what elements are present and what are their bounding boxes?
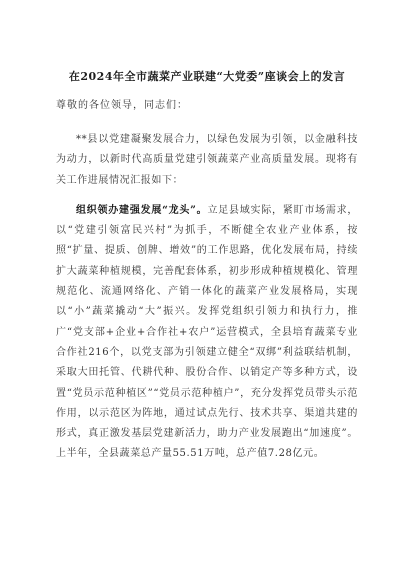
- document-title: 在2024年全市蔬菜产业联建“大党委”座谈会上的发言: [68, 70, 346, 83]
- salutation: 尊敬的各位领导，同志们：: [56, 100, 188, 111]
- section-1-paragraph: [56, 201, 358, 465]
- section-1-heading: 组织领办建强发展“龙头”。: [76, 204, 208, 216]
- intro-paragraph: **县以党建凝聚发展合力，以绿色发展为引领，以金融科技为动力，以新时代高质量党建引领蔬菜产业高质量发展。现将有关工作进展情况汇报如下：: [56, 134, 358, 186]
- section-1-body: 立足县域实际，紧盯市场需求，以“党建引领富民兴村”为抓手，不断健全农业产业体系，按照“扩量、提质、创牌、增效”的工作思路，优化发展布局，持续扩大蔬菜种植规模，完善配套体系，初步形成种植规模化、管理规范化、流通网络化、产销一体化的蔬菜产业发展格局，实现以“小”蔬菜撬动“大”振兴。发挥党组织引领力和执行力，推广“党支部+企业+合作社+农户”运营模式，全县培育蔬菜专业合作社216个，以党支部为引领建立健全“双绑”利益联结机制，采取大田托管、代耕代种、股份合作、以销定产等多种方式，设置“党员示范种植区”“党员示范种植户”，充分发挥党员带头示范作用，以示范区为阵地，通过试点先行、技术共享、渠道共建的形式，真正激发基层党建新活力，助力产业发展跑出“加速度”。上半年，全县蔬菜总产量55.51万吨，总产值7.28亿元。: [56, 204, 358, 460]
